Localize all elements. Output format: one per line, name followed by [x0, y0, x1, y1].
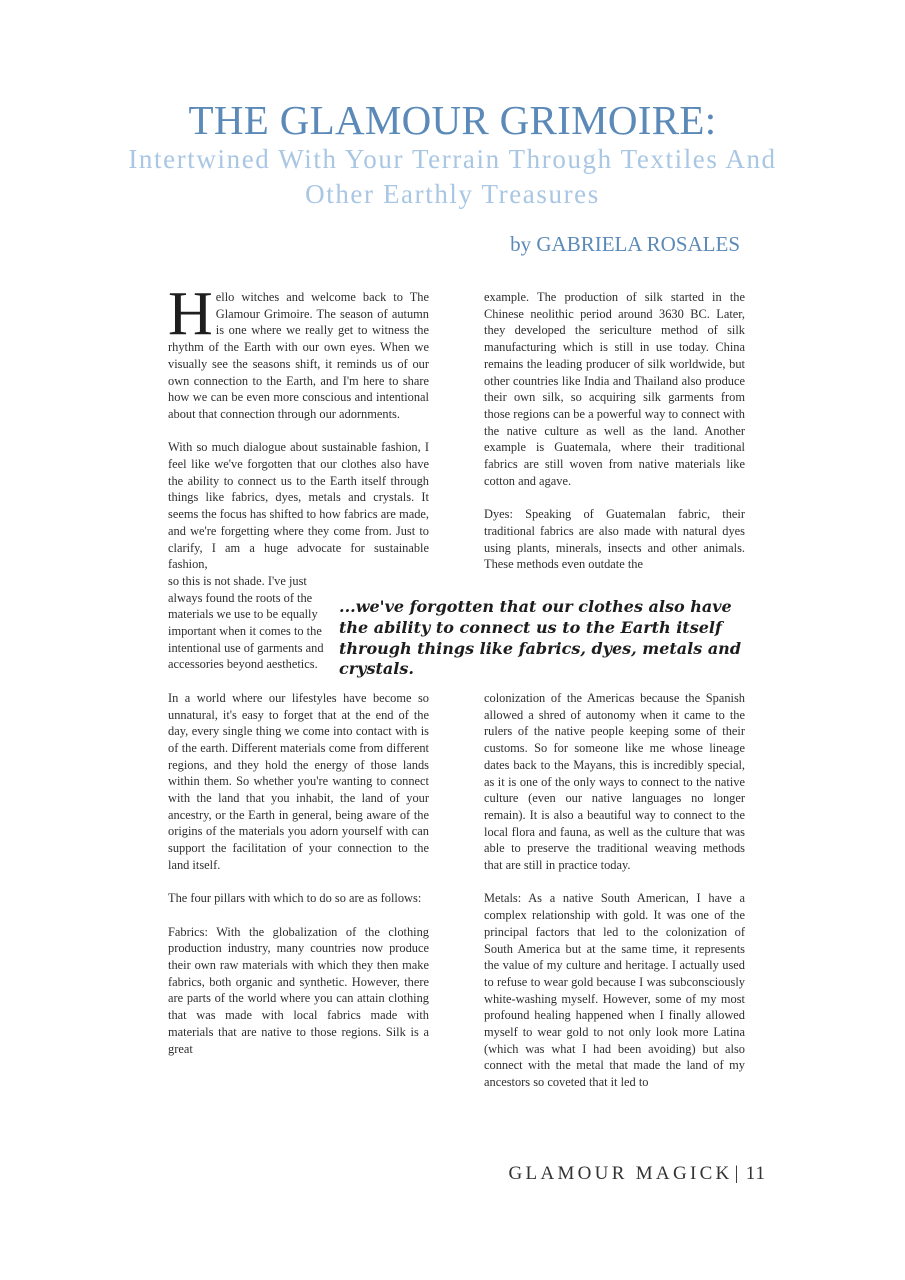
footer-separator: |: [734, 1163, 742, 1184]
metals-paragraph: Metals: As a native South American, I have a complex relationship with gold. It was one of the principal factors that led to the colonization of South America but at the same time, it represents the value of my culture and heritage. I actually used to refuse to wear gold because I was subconsciously white-washing myself. However, some of my most profound healing happened when I finally allowed myself to wear gold to not only look more Latina (which was what I had been avoiding) but also connect with the metal that made the land of my ancestors so coveted that it led to: [484, 891, 745, 1090]
intro-text: ello witches and welcome back to The Glamour Grimoire. The season of autumn is one where we really get to witness the rhythm of the Earth with our own eyes. When we visually see the seasons shift, it reminds us of our own connection to the Earth, and I'm here to share how we can be even more conscious and intentional about that connection through our adornments.: [168, 290, 429, 421]
byline: by GABRIELA ROSALES: [510, 232, 740, 256]
dyes-paragraph: Dyes: Speaking of Guatemalan fabric, their traditional fabrics are also made with natural dyes using plants, minerals, insects and other animals. These methods even outdate the: [484, 507, 745, 572]
drop-cap: H: [168, 280, 213, 348]
magazine-name: GLAMOUR MAGICK: [508, 1163, 733, 1184]
unnatural-lifestyles-paragraph: In a world where our lifestyles have become so unnatural, it's easy to forget that at the end of the day, every single thing we come into contact with is of the earth. Different materials come from different regions, and they hold the energy of those lands within them. So whether you're wanting to connect with the land that you inhabit, the land of your ancestry, or the Earth in general, being aware of the origins of the materials you adorn yourself with can support the facilitation of your connection to the land itself.: [168, 690, 429, 872]
colonization-paragraph: colonization of the Americas because the Spanish allowed a shred of autonomy when it came to the rulers of the native people keeping some of their customs. So for someone like me whose lineage dates back to the Mayans, this is incredibly special, as it is one of the only ways to connect to the native culture (even our native languages no longer remain). It is also a beautiful way to connect to the local flora and fauna, as well as the culture that was able to preserve the traditional weaving methods that are still in practice today.: [484, 691, 745, 873]
article-title: THE GLAMOUR GRIMOIRE:: [188, 97, 717, 143]
four-pillars-paragraph: The four pillars with which to do so are as follows:: [168, 891, 422, 906]
right-column-top: [484, 289, 745, 573]
sustainable-fashion-continued: so this is not shade. I've just always found the roots of the materials we use to be equally important when it comes to the intentional use of garments and accessories beyond aesthetics.: [168, 573, 324, 672]
right-column-bottom: [484, 690, 745, 1091]
fabrics-paragraph: Fabrics: With the globalization of the clothing production industry, many countries now produce their own raw materials with which they then make fabrics, both organic and synthetic. However, there are parts of the world where you can attain clothing that was made with local fabrics made with materials that are native to those regions. Silk is a great: [168, 924, 429, 1056]
silk-paragraph: example. The production of silk started in the Chinese neolithic period around 3630 BC. Later, they developed the sericulture method of silk manufacturing which is still in use today. China remains the leading producer of silk worldwide, but other countries like India and Thailand also produce their own silk, so acquiring silk garments from those regions can be a powerful way to connect with the native culture as well as the land. Another example is Guatemala, where their traditional fabrics are still woven from native materials like cotton and agave.: [484, 290, 745, 488]
pull-quote: ...we've forgotten that our clothes also have the ability to connect us to the Earth itself through things like fabrics, dyes, metals and crystals.: [339, 597, 741, 679]
page-number: 11: [745, 1163, 766, 1184]
page-footer: [509, 1163, 766, 1185]
sustainable-fashion-paragraph: With so much dialogue about sustainable fashion, I feel like we've forgotten that our clothes also have the ability to connect us to the Earth itself through things like fabrics, dyes, metals and crystals. It seems the focus has shifted to how fabrics are made, and we're forgetting where they come from. Just to clarify, I am a huge advocate for sustainable fashion,: [168, 440, 429, 572]
article-subtitle: Intertwined With Your Terrain Through Textiles And Other Earthly Treasures: [128, 144, 777, 209]
intro-paragraph: [168, 280, 429, 423]
